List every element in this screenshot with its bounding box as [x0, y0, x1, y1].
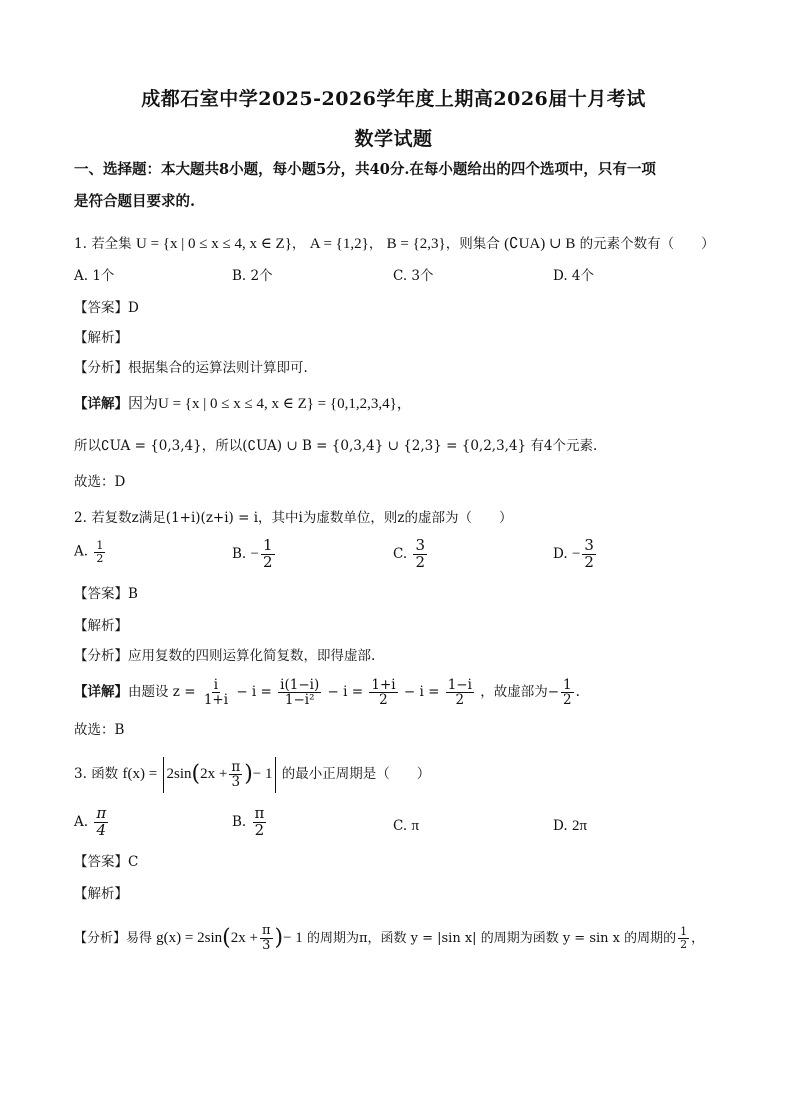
q1-conclusion: 故选：D: [74, 474, 126, 490]
q3-option-c: C. π: [393, 818, 420, 834]
q3-stem: 3. 函数 f(x) = 2sin(2x + $\frac{\pi}{3}$ )− 1 的最小正周期是（ ）: [74, 754, 430, 795]
q3-option-d: D. 2π: [553, 818, 588, 834]
q1-set-a: A = {1,2}: [309, 236, 369, 252]
q3-option-a: A. $\frac{\pi}{4}$: [74, 804, 107, 839]
q1-detail-line1: [74, 394, 412, 414]
q2-option-d: D. − $\frac{3}{2}$: [553, 536, 594, 571]
q1-set-b: B = {2,3}: [386, 236, 446, 252]
q2-answer: 【答案】B: [74, 586, 138, 602]
q1-fenxi: 【分析】根据集合的运算法则计算即可.: [74, 360, 308, 376]
q1-option-a: A. 1个: [74, 268, 115, 284]
q2-number: 2.: [74, 510, 87, 526]
q1-set-u: U = {x | 0 ≤ x ≤ 4, x ∈ Z}: [135, 236, 292, 252]
q2-option-b: B. − $\frac{1}{2}$: [232, 536, 273, 571]
section-heading-line1: 一、选择题：本大题共8小题，每小题5分，共40分.在每小题给出的四个选项中，只有一项: [74, 161, 656, 178]
exam-subtitle: 数学试题: [354, 128, 433, 150]
q1-jiexi: 【解析】: [74, 330, 128, 346]
q1-number: 1.: [74, 236, 87, 252]
q1-stem: 1. 若全集 U = {x | 0 ≤ x ≤ 4, x ∈ Z}， A = {1,2}， B = {2,3}，则集合 (∁UA) ∪ B 的元素个数有（ ）: [74, 236, 715, 252]
q2-fenxi: 【分析】应用复数的四则运算化简复数，即得虚部.: [74, 648, 376, 664]
q2-conclusion: 故选：B: [74, 722, 125, 738]
q2-jiexi: 【解析】: [74, 618, 128, 634]
q1-answer: 【答案】D: [74, 300, 139, 316]
q3-jiexi: 【解析】: [74, 886, 128, 902]
q2-stem-text: 若复数z满足(1+i)(z+i) = i，其中i为虚数单位，则z的虚部为（ ）: [91, 510, 513, 526]
q1-post: 的元素个数有（ ）: [579, 236, 715, 252]
q1-option-d: D. 4个: [553, 268, 595, 284]
q3-option-b: B. $\frac{\pi}{2}$: [232, 804, 265, 839]
q1-mid: ，则集合: [445, 236, 500, 252]
q2-option-c: C. $\frac{3}{2}$: [393, 536, 425, 571]
exam-title: 成都石室中学2025-2026学年度上期高2026届十月考试: [141, 88, 646, 110]
q1-option-c: C. 3个: [393, 268, 434, 284]
q3-answer: 【答案】C: [74, 854, 139, 870]
q3-fenxi: 【分析】易得 g(x) = 2sin(2x + $\frac{\pi}{3}$ )− 1 的周期为π，函数 y = |sin x| 的周期为函数 y = sin x 的周期的 $\frac{1}{2}$ ，: [74, 923, 705, 953]
q1-option-b: B. 2个: [232, 268, 273, 284]
q1-expr: (∁UA) ∪ B: [504, 236, 576, 252]
q1-detail1: 因为U = {x | 0 ≤ x ≤ 4, x ∈ Z} = {0,1,2,3,4}，: [128, 396, 412, 412]
q1-detail-label: 【详解】: [74, 396, 128, 412]
section-heading-line2: 是符合题目要求的.: [74, 193, 196, 210]
q1-detail-line2: 所以∁UA = {0,3,4}，所以(∁UA) ∪ B = {0,3,4} ∪ {2,3} = {0,2,3,4} 有4个元素.: [74, 438, 598, 454]
q1-pre: 若全集: [91, 236, 132, 252]
q2-stem: [74, 508, 512, 528]
q2-option-a: A. $\frac{1}{2}$: [74, 539, 104, 565]
q2-detail: 【详解】由题设 z = $\frac{i}{1+i}$ − i = $\frac{i(1-i)}{\text{1−i²}}$ − i = $\frac{1+i}{2}$ − i = $\frac{1-i}{2}$ ，故虚部为− $\frac{1}{2}$ .: [74, 676, 580, 708]
